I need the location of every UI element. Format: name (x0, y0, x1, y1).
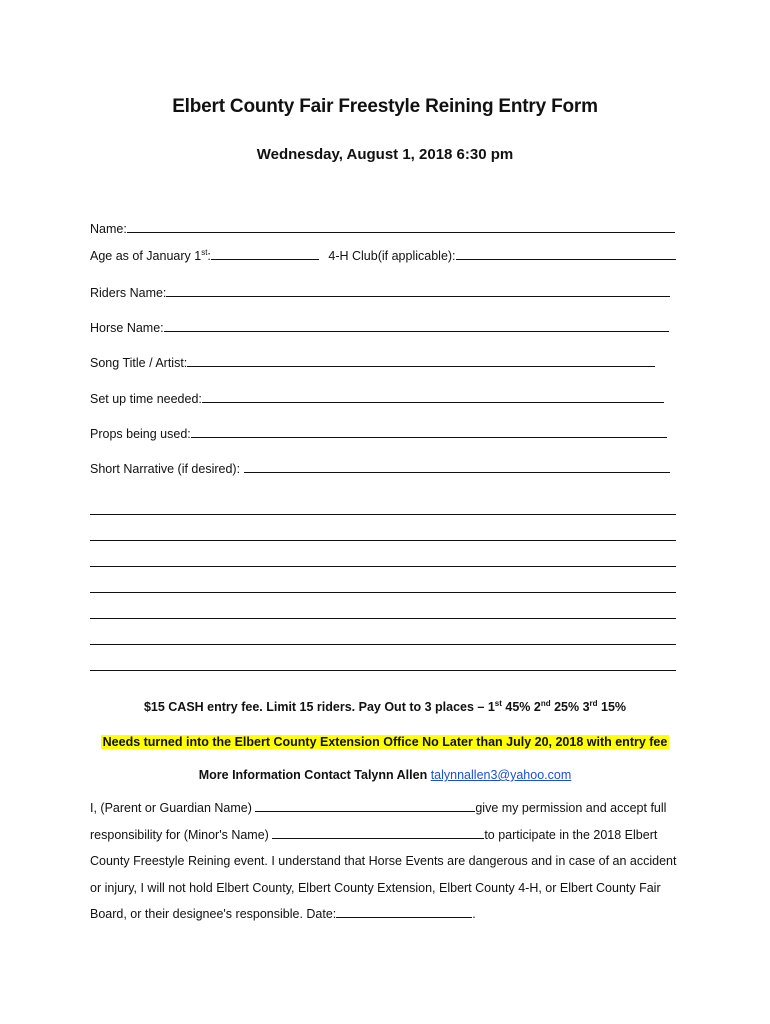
riders-blank[interactable] (166, 284, 670, 297)
riders-label: Riders Name: (90, 286, 167, 300)
narrative-line[interactable] (90, 618, 676, 619)
name-blank[interactable] (127, 220, 675, 233)
permission-statement: I, (Parent or Guardian Name) give my permission and accept full responsibility for (Minor's Name) to participate in the 2018 Elbert County Freestyle Reining event. I understand that Horse Events are dangerous and in case of an accident or injury, I will not hold Elbert County, Elbert County Extension, Elbert County 4-H, or Elbert County Fair Board, or their designee's responsible. Date: . (90, 801, 677, 921)
riders-field[interactable] (90, 284, 680, 301)
horse-label: Horse Name: (90, 321, 164, 335)
horse-blank[interactable] (164, 319, 669, 332)
narrative-line[interactable] (90, 644, 676, 645)
narrative-line[interactable] (90, 592, 676, 593)
age-club-field[interactable] (90, 247, 680, 264)
song-label: Song Title / Artist: (90, 356, 188, 370)
narrative-line[interactable] (90, 514, 676, 515)
age-blank[interactable] (211, 247, 319, 260)
contact-label: More Information Contact Talynn Allen (198, 768, 428, 782)
entry-fee-info: $15 CASH entry fee. Limit 15 riders. Pay Out to 3 places – 1st 45% 2nd 25% 3rd 15% (143, 698, 627, 714)
deadline-notice (0, 734, 770, 750)
narrative-line[interactable] (90, 566, 676, 567)
props-label: Props being used: (90, 427, 191, 441)
horse-field[interactable] (90, 319, 680, 336)
minor-name-blank[interactable] (272, 826, 484, 839)
narrative-label: Short Narrative (if desired): (90, 462, 241, 476)
form-title: Elbert County Fair Freestyle Reining Entry Form (172, 96, 598, 117)
name-field[interactable] (90, 220, 680, 237)
props-blank[interactable] (191, 425, 667, 438)
event-date: Wednesday, August 1, 2018 6:30 pm (256, 146, 514, 163)
props-field[interactable] (90, 425, 680, 442)
name-label: Name: (90, 222, 127, 236)
setup-field[interactable] (90, 390, 680, 407)
deadline-highlight: Needs turned into the Elbert County Extension Office No Later than July 20, 2018 with entry fee (102, 735, 668, 749)
narrative-field[interactable] (90, 460, 680, 477)
contact-info (0, 767, 770, 783)
setup-blank[interactable] (202, 390, 664, 403)
guardian-name-blank[interactable] (255, 799, 475, 812)
date-blank[interactable] (336, 905, 472, 918)
age-label: Age as of January 1st: (90, 247, 211, 263)
narrative-line[interactable] (90, 540, 676, 541)
setup-label: Set up time needed: (90, 392, 202, 406)
club-blank[interactable] (456, 247, 676, 260)
song-field[interactable] (90, 354, 680, 371)
narrative-blank[interactable] (244, 460, 670, 473)
song-blank[interactable] (187, 354, 655, 367)
narrative-line[interactable] (90, 670, 676, 671)
club-label: 4-H Club(if applicable): (328, 249, 456, 263)
contact-email-link[interactable]: talynnallen3@yahoo.com (430, 768, 572, 782)
